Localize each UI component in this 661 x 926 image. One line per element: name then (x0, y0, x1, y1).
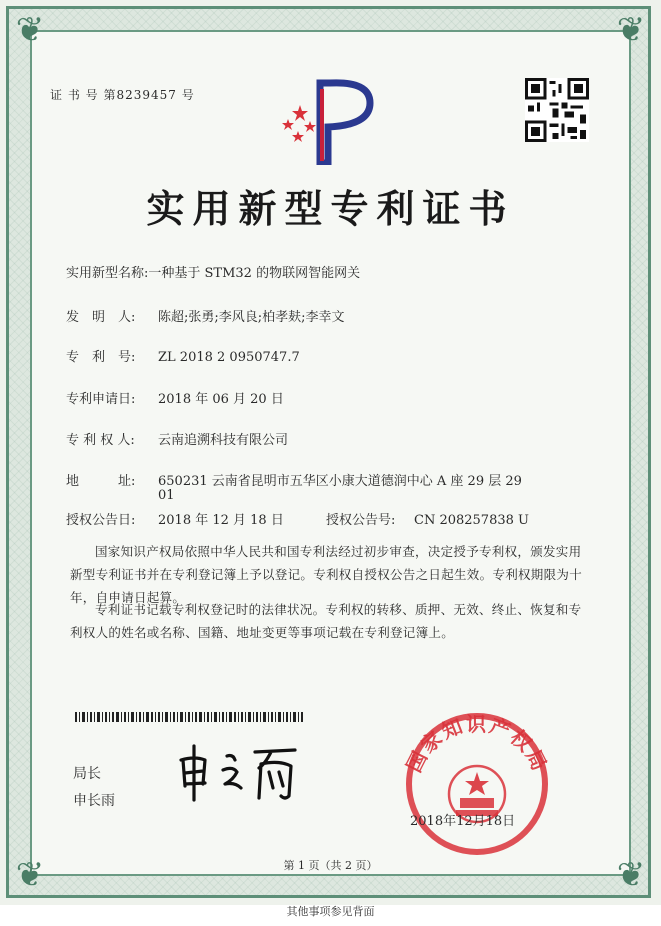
grant-date-row (66, 509, 284, 528)
field-label: 专 利 权 人: (66, 433, 135, 448)
certificate-statement: 国家知识产权局依照中华人民共和国专利法经过初步审查，决定授予专利权，颁发实用新型专利证书并在专利登记簿上予以登记。专利权自授权公告之日起生效。专利权期限为十年，自申请日起算。 (70, 544, 583, 605)
inventors-row (66, 306, 345, 325)
field-label: 地 址: (66, 474, 136, 489)
signatory-title: 局长 (73, 766, 101, 782)
field-label: 实用新型名称: (66, 266, 149, 281)
grant-number-row (326, 509, 529, 528)
patentee-row (66, 429, 288, 448)
filing-date: 2018 年 06 月 20 日 (158, 392, 284, 407)
patent-number: ZL 2018 2 0950747.7 (158, 350, 300, 365)
patent-number-row (66, 346, 300, 365)
official-seal-icon (392, 706, 562, 856)
utility-model-name-row (66, 262, 360, 281)
corner-ornament-icon: ❦ (15, 855, 45, 895)
filing-date-row (66, 388, 284, 407)
utility-model-name: 一种基于 STM32 的物联网智能网关 (148, 266, 361, 281)
corner-ornament-icon: ❦ (616, 855, 646, 895)
address-continued: 01 (158, 488, 175, 503)
certificate-number: 证 书 号 第8239457 号 (50, 88, 195, 102)
grant-date: 2018 年 12 月 18 日 (158, 513, 284, 528)
grant-number: CN 208257838 U (414, 513, 529, 528)
certificate-title: 实用新型专利证书 (146, 186, 515, 231)
patentee: 云南追溯科技有限公司 (158, 433, 289, 448)
page-number: 第 1 页（共 2 页） (283, 859, 378, 872)
footer-note: 其他事项参见背面 (286, 905, 375, 918)
address: 650231 云南省昆明市五华区小康大道德润中心 A 座 29 层 29 (158, 474, 522, 489)
field-label: 专利申请日: (66, 392, 136, 407)
qr-code-icon (525, 78, 589, 142)
inventors: 陈超;张勇;李风良;柏孝麸;李幸文 (158, 310, 345, 325)
field-label: 授权公告号: (326, 513, 396, 528)
signatory-name: 申长雨 (73, 793, 115, 809)
seal-text: 国家知识产权局 (401, 712, 553, 776)
field-label: 授权公告日: (66, 513, 136, 528)
handwritten-signature (175, 738, 305, 808)
field-label: 发 明 人: (66, 310, 136, 325)
corner-ornament-icon: ❦ (616, 10, 646, 50)
barcode-icon (75, 712, 305, 722)
corner-ornament-icon: ❦ (15, 10, 45, 50)
seal-date: 2018年12月18日 (410, 814, 516, 829)
cnipa-logo-icon (270, 75, 380, 165)
legal-status-note: 专利证书记载专利权登记时的法律状况。专利权的转移、质押、无效、终止、恢复和专利权人的姓名或名称、国籍、地址变更等事项记载在专利登记簿上。 (70, 602, 582, 640)
address-row (66, 470, 522, 489)
field-label: 专 利 号: (66, 350, 136, 365)
